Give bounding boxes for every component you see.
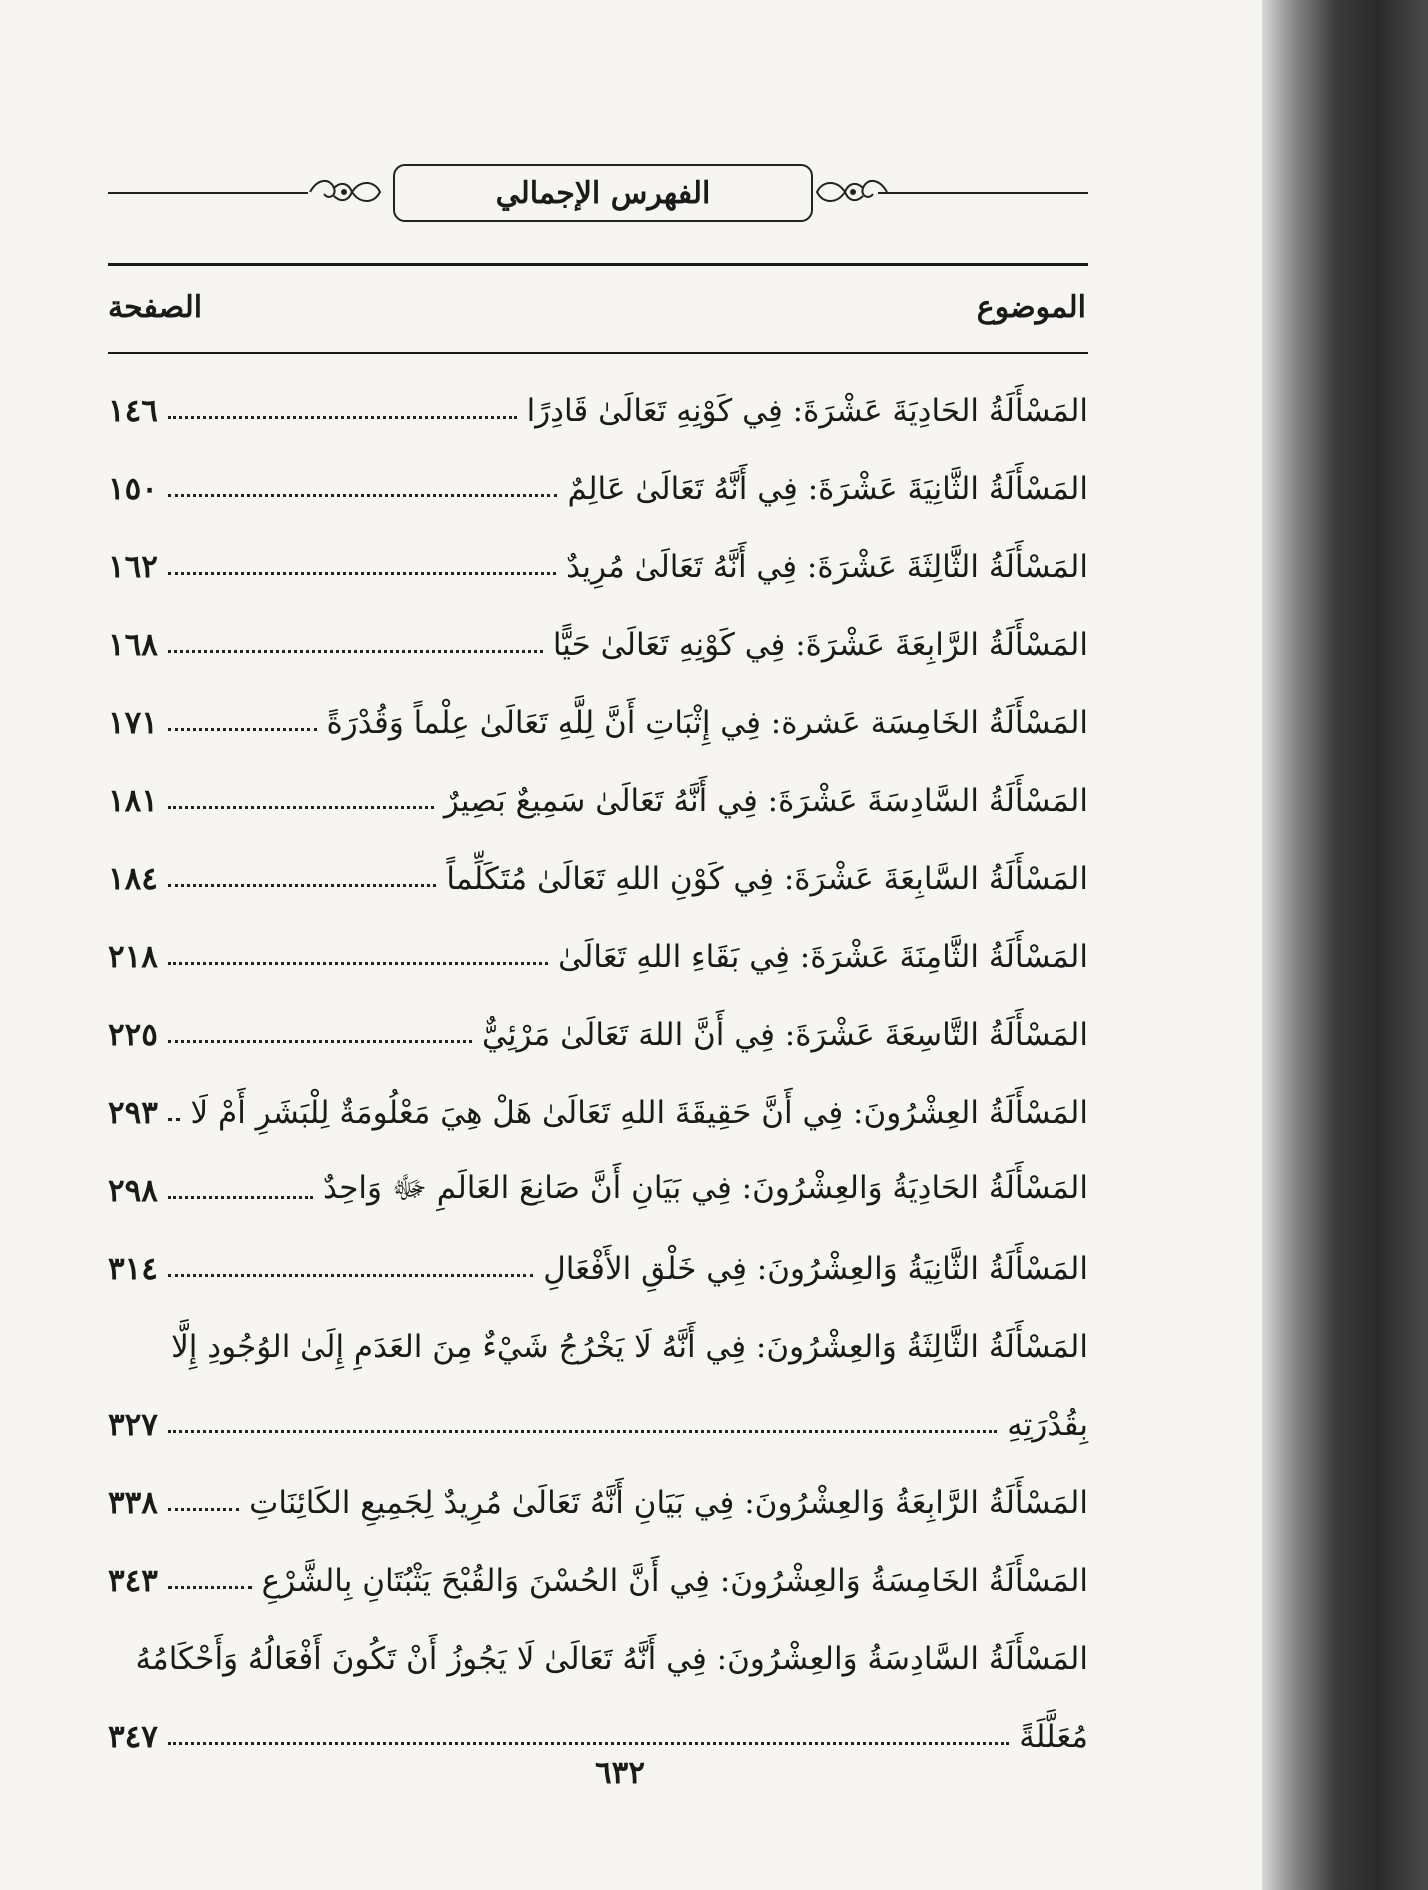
toc-entry-page: ٣٤٣	[108, 1563, 158, 1599]
dot-leader	[168, 1116, 181, 1121]
toc-entry	[108, 996, 1088, 1074]
toc-entry	[108, 528, 1088, 606]
dot-leader	[168, 1428, 997, 1433]
toc-entry-topic: المَسْأَلَةُ الثَّامِنَةَ عَشْرَةَ: فِي بَقَاءِ اللهِ تَعَالَىٰ	[558, 939, 1088, 975]
toc-entry-page: ٣٣٨	[108, 1485, 158, 1521]
toc-entry-topic: المَسْأَلَةُ العِشْرُونَ: فِي أَنَّ حَقِيقَةَ اللهِ تَعَالَىٰ هَلْ هِيَ مَعْلُومَةٌ لِلْبَشَرِ أَمْ لَا	[190, 1095, 1088, 1131]
page-header	[108, 160, 1088, 226]
toc-entry-topic: المَسْأَلَةُ الرَّابِعَةُ وَالعِشْرُونَ: فِي بَيَانِ أَنَّهُ تَعَالَىٰ مُرِيدٌ لِجَمِيعِ الكَائِنَاتِ	[249, 1485, 1088, 1521]
dot-leader	[168, 1584, 252, 1589]
toc-entry-topic: المَسْأَلَةُ الخَامِسَة عَشرة: فِي إِثْبَاتِ أَنَّ لِلَّهِ تَعَالَىٰ عِلْماً وَقُدْرَةً	[326, 705, 1088, 741]
toc-entry-topic: المَسْأَلَةُ السَّادِسَةُ وَالعِشْرُونَ: فِي أَنَّهُ تَعَالَىٰ لَا يَجُوزُ أَنْ تَكُونَ أَفْعَالُهُ وَأَحْكَامُهُ	[135, 1641, 1088, 1677]
header-rule-right	[878, 192, 1088, 194]
toc-entry-topic: المَسْأَلَةُ التَّاسِعَةَ عَشْرَةَ: فِي أَنَّ اللهَ تَعَالَىٰ مَرْئِيٌّ	[482, 1017, 1088, 1053]
toc-entry-page: ٣٢٧	[108, 1407, 158, 1443]
toc-entry	[108, 1074, 1088, 1152]
page-title: الفهرس الإجمالي	[495, 175, 711, 211]
scroll-flourish-icon	[304, 172, 384, 212]
dot-leader	[168, 648, 543, 653]
dot-leader	[168, 804, 434, 809]
toc-entry	[108, 1620, 1088, 1698]
toc-entry-topic: المَسْأَلَةُ السَّادِسَةَ عَشْرَةَ: فِي أَنَّهُ تَعَالَىٰ سَمِيعٌ بَصِيرٌ	[443, 783, 1088, 819]
toc-entry	[108, 1230, 1088, 1308]
header-rule-left	[108, 192, 308, 194]
table-top-rule	[108, 263, 1088, 266]
toc-entry	[108, 606, 1088, 684]
dot-leader	[168, 414, 517, 419]
page-column-header: الصفحة	[108, 290, 203, 325]
toc-entry	[108, 840, 1088, 918]
toc-entry-topic: المَسْأَلَةُ الثَّالِثَةَ عَشْرَةَ: فِي أَنَّهُ تَعَالَىٰ مُرِيدٌ	[566, 549, 1088, 585]
dot-leader	[168, 882, 436, 887]
toc-entry	[108, 1386, 1088, 1464]
toc-entry	[108, 1464, 1088, 1542]
toc-entry-page: ٢٩٣	[108, 1095, 158, 1131]
page-edge-shadow	[1262, 0, 1428, 1890]
toc-entry-topic: المَسْأَلَةُ الثَّانِيَةُ وَالعِشْرُونَ: فِي خَلْقِ الأَفْعَالِ	[543, 1251, 1088, 1287]
toc-entry-topic: المَسْأَلَةُ الثَّالِثَةُ وَالعِشْرُونَ: فِي أَنَّهُ لَا يَخْرُجُ شَيْءٌ مِنَ العَدَمِ إِلَىٰ الوُجُودِ إِلَّا	[171, 1329, 1088, 1365]
toc-entry	[108, 1152, 1088, 1230]
topic-column-header: الموضوع	[976, 290, 1086, 325]
dot-leader	[168, 1740, 1009, 1745]
toc-entry-page: ٢٢٥	[108, 1017, 158, 1053]
toc-entry	[108, 372, 1088, 450]
toc-entry-topic: بِقُدْرَتِهِ	[1007, 1407, 1088, 1443]
toc-entry-topic: المَسْأَلَةُ الثَّانِيَةَ عَشْرَةَ: فِي أَنَّهُ تَعَالَىٰ عَالِمٌ	[567, 471, 1088, 507]
toc-entry	[108, 1308, 1088, 1386]
toc-entry-topic: المَسْأَلَةُ الرَّابِعَةَ عَشْرَةَ: فِي كَوْنِهِ تَعَالَىٰ حَيًّا	[552, 627, 1088, 663]
dot-leader	[168, 1272, 533, 1277]
toc-entry-page: ١٦٨	[108, 627, 158, 663]
toc-entry-page: ٢٩٨	[108, 1173, 158, 1209]
dot-leader	[168, 570, 556, 575]
toc-entry-page: ١٥٠	[108, 471, 158, 507]
toc-entry-topic: المَسْأَلَةُ الخَامِسَةُ وَالعِشْرُونَ: فِي أَنَّ الحُسْنَ وَالقُبْحَ يَثْبُتَانِ بِالشَّرْعِ	[261, 1563, 1088, 1599]
toc-entry-topic: المَسْأَلَةُ السَّابِعَةَ عَشْرَةَ: فِي كَوْنِ اللهِ تَعَالَىٰ مُتَكَلِّماً	[446, 861, 1088, 897]
toc-entry-page: ٣١٤	[108, 1251, 158, 1287]
toc-entry-page: ١٨٤	[108, 861, 158, 897]
toc-entry-page: ١٧١	[108, 705, 158, 741]
dot-leader	[168, 960, 548, 965]
table-header-rule	[108, 352, 1088, 354]
dot-leader	[168, 726, 317, 731]
dot-leader	[168, 1506, 239, 1511]
toc-entry-topic: المَسْأَلَةُ الحَادِيَةُ وَالعِشْرُونَ: فِي بَيَانِ أَنَّ صَانِعَ العَالَمِ ﷻ وَاحِدٌ	[323, 1169, 1088, 1206]
dot-leader	[168, 492, 558, 497]
toc-entry-page: ١٦٢	[108, 549, 158, 585]
toc-entry-topic: مُعَلَّلَةً	[1019, 1719, 1088, 1755]
scroll-flourish-icon	[813, 172, 893, 212]
toc-entry	[108, 684, 1088, 762]
toc-list	[108, 372, 1088, 1776]
toc-entry-topic: المَسْأَلَةُ الحَادِيَةَ عَشْرَةَ: فِي كَوْنِهِ تَعَالَىٰ قَادِرًا	[526, 393, 1088, 429]
dot-leader	[168, 1038, 472, 1043]
toc-entry-page: ٣٤٧	[108, 1719, 158, 1755]
header-title-box	[393, 164, 813, 222]
toc-entry-page: ١٤٦	[108, 393, 158, 429]
toc-entry	[108, 450, 1088, 528]
toc-entry	[108, 762, 1088, 840]
toc-entry	[108, 1542, 1088, 1620]
dot-leader	[168, 1194, 313, 1199]
toc-entry	[108, 918, 1088, 996]
page-number: ٦٣٢	[595, 1755, 645, 1791]
toc-entry-page: ١٨١	[108, 783, 158, 819]
toc-entry-page: ٢١٨	[108, 939, 158, 975]
